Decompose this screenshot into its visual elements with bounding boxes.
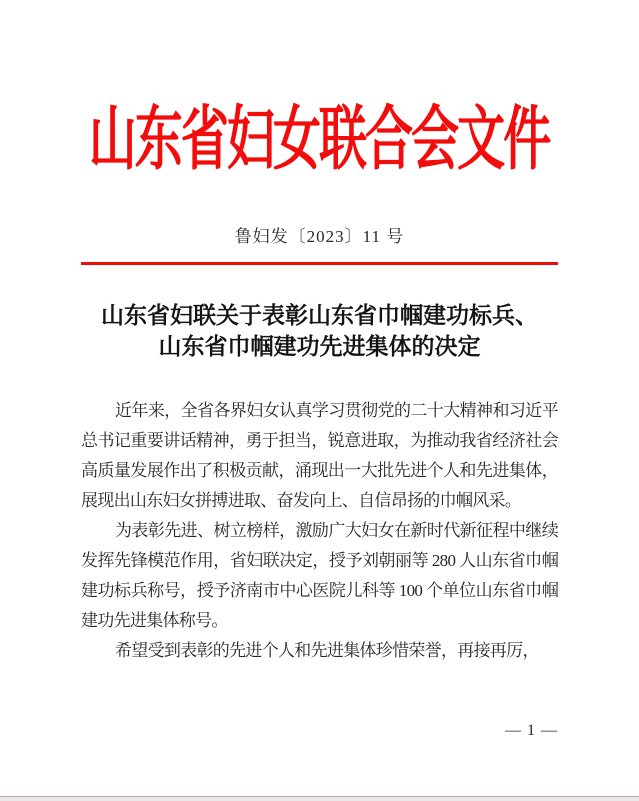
doc-number: 鲁妇发〔2023〕11 号 xyxy=(234,227,405,246)
body-paragraph: 希望受到表彰的先进个人和先进集体珍惜荣誉，再接再厉， xyxy=(115,641,539,660)
body-paragraph: 近年来，全省各界妇女认真学习贯彻党的二十大精神和习近平总书记重要讲话精神，勇于担当，锐意进取，为推动我省经济社会高质量发展作出了积极贡献，涌现出一大批先进个人和先进集体，展现出山东妇女拼搏进取、奋发向上、自信昂扬的巾帼风采。 xyxy=(81,401,558,510)
body-text xyxy=(81,396,558,666)
agency-masthead-text: 山东省妇女联合会文件 xyxy=(89,99,550,179)
body-paragraph: 为表彰先进、树立榜样，激励广大妇女在新时代新征程中继续发挥先锋模范作用，省妇联决定，授予刘朝丽等 280 人山东省巾帼建功标兵称号，授予济南市中心医院儿科等 100 个单位山东省巾帼建功先进集体称号。 xyxy=(81,521,558,630)
page-number: — 1 — xyxy=(505,722,558,739)
doc-title-line-2: 山东省巾帼建功先进集体的决定 xyxy=(158,334,481,359)
red-divider-rule xyxy=(81,262,558,265)
page-bottom-edge xyxy=(0,796,639,801)
doc-title xyxy=(0,300,639,362)
doc-title-line-1: 山东省妇联关于表彰山东省巾帼建功标兵、 xyxy=(101,303,538,328)
agency-masthead xyxy=(0,88,639,180)
